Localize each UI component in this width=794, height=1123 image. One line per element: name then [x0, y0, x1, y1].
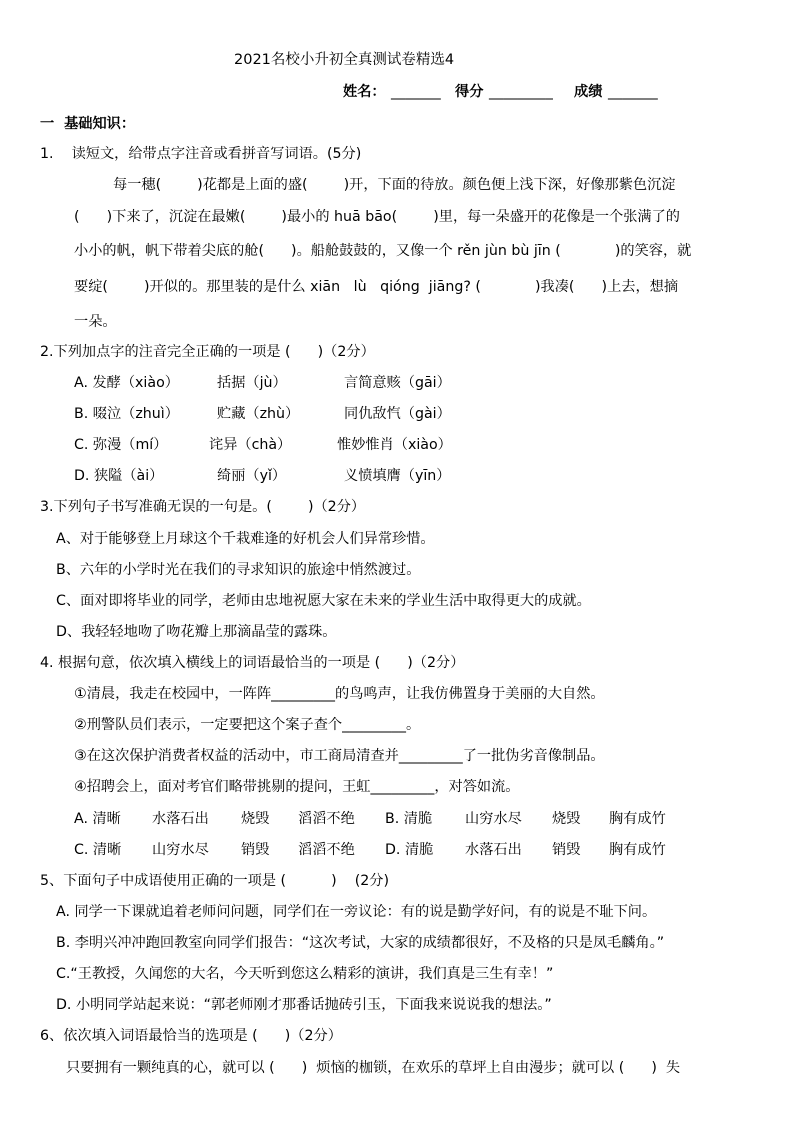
q1-stem: 1. 读短文，给带点字注音或看拼音写词语。(5分) [40, 146, 362, 162]
q5-option-c[interactable]: C.“王教授，久闻您的大名，今天听到您这么精彩的演讲，我们真是三生有幸！” [56, 966, 554, 982]
q1-passage-line: 一朵。 [74, 314, 117, 330]
q4-option-row [74, 809, 694, 829]
q5-stem: 5、下面句子中成语使用正确的一项是 ( ) (2分) [40, 873, 390, 889]
student-info-line [343, 82, 673, 102]
q5-option-a[interactable]: A. 同学一下课就追着老师问问题，同学们在一旁议论：有的说是勤学好问，有的说是不耻下问。 [56, 904, 657, 920]
q2-option-a[interactable]: A. 发酵（xiào） [74, 375, 179, 391]
q4-word: 水落石出 [465, 842, 522, 858]
q4-option-a[interactable]: A. 清晰 [74, 811, 121, 827]
q2-option-c[interactable]: C. 弥漫（mí） [74, 437, 168, 453]
q4-word: 山穷水尽 [465, 811, 522, 827]
q4-option-c[interactable]: C. 清晰 [74, 842, 122, 858]
q3-option-c[interactable]: C、面对即将毕业的同学，老师由忠地祝愿大家在未来的学业生活中取得更大的成就。 [56, 593, 591, 609]
q1-passage-line: 要绽( )开似的。那里装的是什么 xiān lù qióng jiāng? ( )我凑( )上去，想摘 [74, 279, 679, 295]
q2-word: 贮藏（zhù） [217, 406, 300, 422]
section-heading: 一 基础知识： [40, 116, 136, 132]
q4-option-b[interactable]: B. 清脆 [385, 811, 433, 827]
q4-sentence: ③在这次保护消费者权益的活动中，市工商局清查并_________了一批伪劣音像制品。 [74, 748, 605, 764]
q4-word: 烧毁 [552, 811, 581, 827]
q6-text-line: 只要拥有一颗纯真的心，就可以 ( ) 烦恼的枷锁，在欢乐的草坪上自由漫步；就可以 ( ) 失 [66, 1060, 681, 1076]
q4-word: 滔滔不绝 [298, 811, 355, 827]
q4-sentence: ①清晨，我走在校园中，一阵阵_________的鸟鸣声，让我仿佛置身于美丽的大自然。 [74, 686, 605, 702]
q4-word: 销毁 [552, 842, 581, 858]
q4-word: 销毁 [241, 842, 270, 858]
q2-idiom: 同仇敌忾（gài） [344, 406, 451, 422]
q2-option-row [74, 373, 474, 393]
q4-stem: 4. 根据句意，依次填入横线上的词语最恰当的一项是 ( )（2分） [40, 655, 465, 671]
q3-option-d[interactable]: D、我轻轻地吻了吻花瓣上那滴晶莹的露珠。 [56, 624, 337, 640]
q1-passage-line: 每一穗( )花都是上面的盛( )开，下面的待放。颜色便上浅下深，好像那紫色沉淀 [113, 177, 676, 193]
q4-option-row [74, 840, 694, 860]
q4-word: 胸有成竹 [609, 842, 666, 858]
q1-passage-line: 小小的帆，帆下带着尖底的舱( )。船舱鼓鼓的，又像一个 rěn jùn bù jīn ( )的笑容，就 [74, 243, 692, 259]
q2-option-row [74, 404, 474, 424]
q2-option-d[interactable]: D. 狭隘（ài） [74, 468, 164, 484]
q4-word: 胸有成竹 [609, 811, 666, 827]
name-label: 姓名： [343, 84, 386, 100]
q2-idiom: 言简意赅（gāi） [344, 375, 451, 391]
q3-option-a[interactable]: A、对于能够登上月球这个千栽难逢的好机会人们异常珍惜。 [56, 531, 435, 547]
q4-sentence: ④招聘会上，面对考官们略带挑剔的提问，王虹_________，对答如流。 [74, 779, 520, 795]
q4-option-d[interactable]: D. 清脆 [385, 842, 434, 858]
score-label: 得分 [455, 84, 484, 100]
score-blank[interactable]: _________ [489, 84, 553, 100]
q3-option-b[interactable]: B、六年的小学时光在我们的寻求知识的旅途中悄然渡过。 [56, 562, 421, 578]
q5-option-b[interactable]: B. 李明兴冲冲跑回教室向同学们报告：“这次考试，大家的成绩都很好，不及格的只是凤毛麟角。” [56, 935, 665, 951]
q2-stem: 2.下列加点字的注音完全正确的一项是 ( )（2分） [40, 344, 375, 360]
q4-word: 烧毁 [241, 811, 270, 827]
exam-title: 2021名校小升初全真测试卷精选4 [234, 52, 455, 68]
q2-word: 括据（jù） [217, 375, 287, 391]
q4-sentence: ②刑警队员们表示，一定要把这个案子查个_________。 [74, 717, 421, 733]
q4-word: 山穷水尽 [152, 842, 209, 858]
q1-passage-line: ( )下来了，沉淀在最嫩( )最小的 huā bāo( )里，每一朵盛开的花像是一个张满了的 [74, 209, 680, 225]
q4-word: 滔滔不绝 [298, 842, 355, 858]
q2-idiom: 义愤填膺（yīn） [344, 468, 451, 484]
q4-word: 水落石出 [152, 811, 209, 827]
q2-option-row [74, 435, 474, 455]
q3-stem: 3.下列句子书写准确无误的一句是。( )（2分） [40, 499, 366, 515]
q6-stem: 6、依次填入词语最恰当的选项是 ( )（2分） [40, 1028, 342, 1044]
q2-word: 诧异（chà） [209, 437, 292, 453]
grade-label: 成绩 [574, 84, 603, 100]
q2-word: 绮丽（yǐ） [217, 468, 287, 484]
name-blank[interactable]: _______ [391, 84, 441, 100]
q5-option-d[interactable]: D. 小明同学站起来说：“郭老师刚才那番话抛砖引玉，下面我来说说我的想法。” [56, 997, 552, 1013]
q2-option-row [74, 466, 474, 486]
grade-blank[interactable]: _______ [608, 84, 658, 100]
q2-idiom: 惟妙惟肖（xiào） [337, 437, 452, 453]
q2-option-b[interactable]: B. 啜泣（zhuì） [74, 406, 179, 422]
